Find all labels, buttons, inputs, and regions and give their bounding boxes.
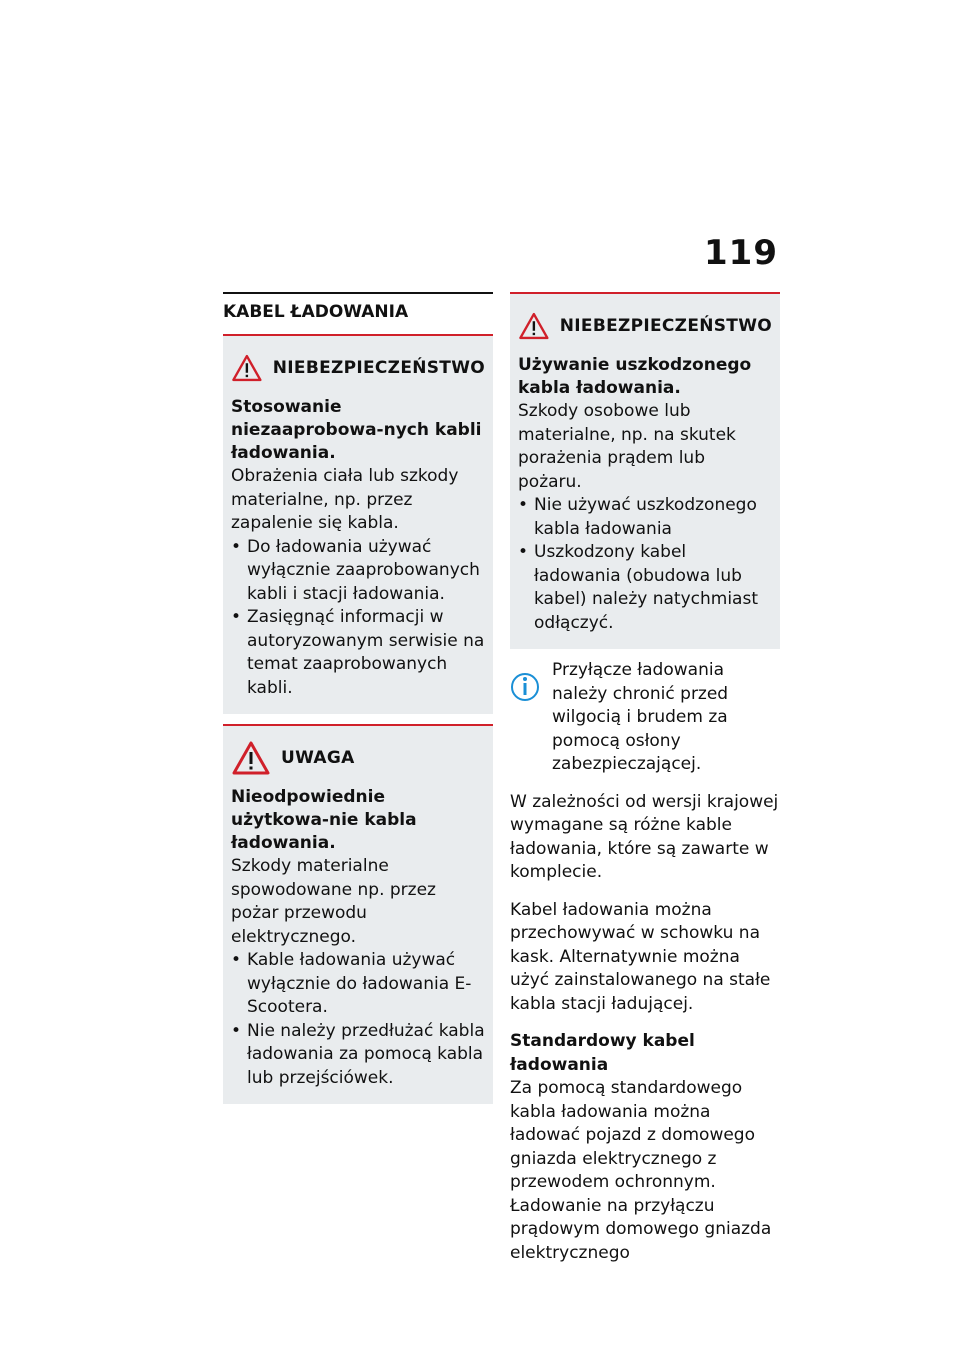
danger-title: Stosowanie niezaaprobowa-nych kabli ładowania. — [231, 397, 482, 463]
danger-list — [518, 494, 772, 635]
caution-body: Szkody materialne spowodowane np. przez pożar przewodu elektrycznego. — [231, 856, 436, 947]
caution-title: Nieodpowiednie użytkowa-nie kabla ładowania. — [231, 787, 417, 853]
section-rule — [223, 292, 493, 294]
list-item: • Do ładowania używać wyłącznie zaaprobowanych kabli i stacji ładowania. — [231, 536, 485, 607]
paragraph-variants: W zależności od wersji krajowej wymagane są różne kable ładowania, które są zawarte w komplecie. — [510, 791, 779, 882]
list-item: • Nie używać uszkodzonego kabla ładowania — [518, 494, 772, 541]
list-item: • Uszkodzony kabel ładowania (obudowa lub kabel) należy natychmiast odłączyć. — [518, 541, 772, 635]
danger-label: NIEBEZPIECZEŃSTWO — [272, 358, 485, 378]
danger-title: Używanie uszkodzonego kabla ładowania. — [518, 355, 752, 398]
info-text: Przyłącze ładowania należy chronić przed wilgocią i brudem za pomocą osłony zabezpieczającej. — [552, 660, 729, 774]
caution-label: UWAGA — [281, 748, 355, 768]
page-number: 119 — [704, 233, 778, 273]
danger-box — [223, 334, 493, 714]
danger-body: Szkody osobowe lub materialne, np. na skutek porażenia prądem lub pożaru. — [518, 401, 736, 492]
danger-header — [231, 348, 485, 388]
paragraph-storage: Kabel ładowania można przechowywać w schowku na kask. Alternatywnie można użyć zainstalowanego na stałe kabla stacji ładującej. — [510, 899, 771, 1014]
list-item: • Nie należy przedłużać kabla ładowania za pomocą kabla lub przejściówek. — [231, 1020, 485, 1091]
caution-list — [231, 949, 485, 1090]
warning-triangle-icon — [518, 308, 550, 344]
warning-triangle-icon — [231, 350, 263, 386]
danger-list — [231, 536, 485, 701]
left-column — [223, 292, 493, 1104]
danger-header — [518, 306, 772, 346]
right-column — [510, 292, 780, 1279]
section-title: KABEL ŁADOWANIA — [223, 302, 409, 322]
caution-header — [231, 738, 485, 778]
list-item: • Zasięgnąć informacji w autoryzowanym serwisie na temat zaaprobowanych kabli. — [231, 606, 485, 700]
danger-body: Obrażenia ciała lub szkody materialne, np. przez zapalenie się kabla. — [231, 466, 459, 533]
info-note — [510, 659, 780, 777]
caution-box — [223, 724, 493, 1104]
info-icon — [510, 665, 540, 705]
subheading: Standardowy kabel ładowania — [510, 1031, 695, 1075]
danger-label: NIEBEZPIECZEŃSTWO — [559, 316, 772, 336]
danger-box-right — [510, 292, 780, 649]
paragraph-standard-cable: Za pomocą standardowego kabla ładowania można ładować pojazd z domowego gniazda elektrycznego z przewodem ochronnym. Ładowanie na przyłączu prądowym domowego gniazda elektrycznego — [510, 1078, 772, 1263]
warning-triangle-icon — [231, 740, 271, 776]
list-item: • Kable ładowania używać wyłącznie do ładowania E-Scootera. — [231, 949, 485, 1020]
